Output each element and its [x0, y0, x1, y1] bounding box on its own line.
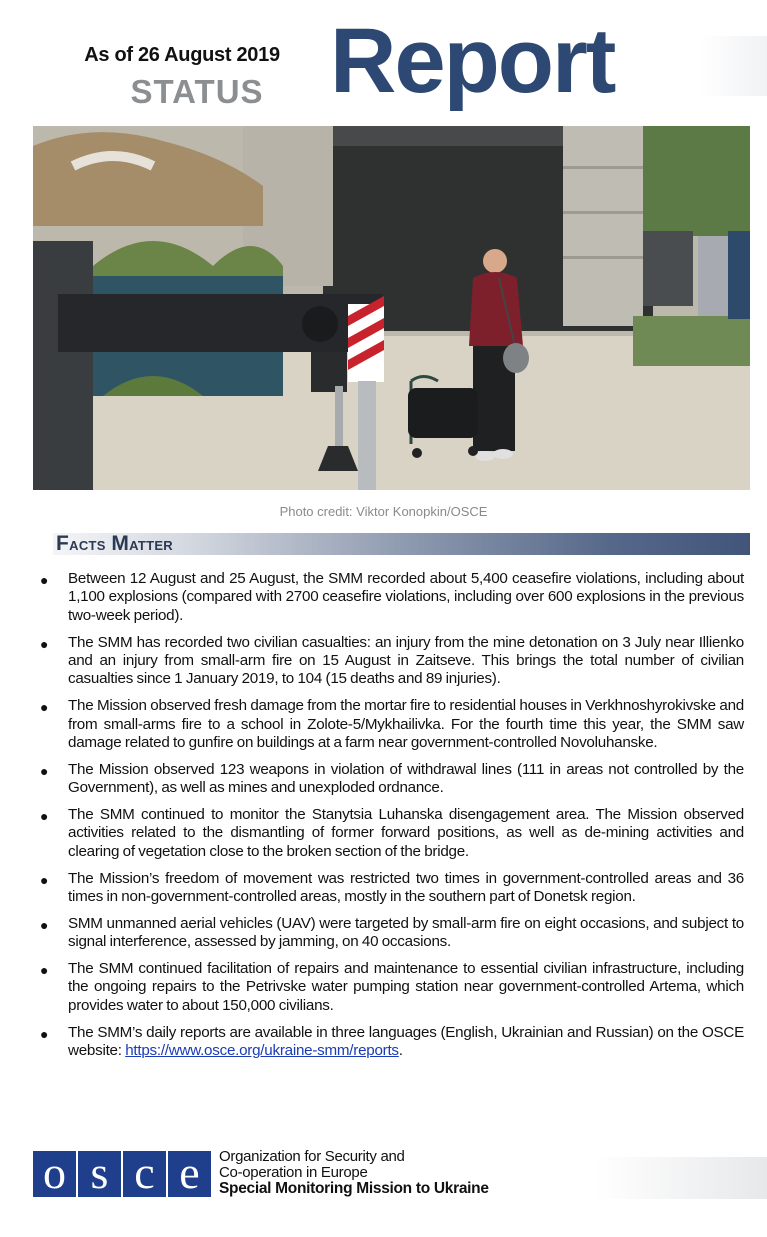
- photo-fence: [698, 236, 733, 316]
- fact-text: Between 12 August and 25 August, the SMM recorded about 5,400 ceasefire violations, including about 1,100 explosions (compared with 2700 ceasefire violations, including over 600 explosions in the previous two-week period).: [68, 570, 744, 624]
- fact-text: The SMM continued to monitor the Stanytsia Luhanska disengagement area. The Mission observed activities related to the dismantling of former forward positions, as well as de-mining activities and clearing of vegetation close to the broken section of the bridge.: [68, 806, 744, 860]
- fact-item: [38, 697, 744, 752]
- osce-logo: [33, 1147, 211, 1198]
- logo-letter: s: [78, 1151, 121, 1197]
- photo: [33, 126, 750, 490]
- bullet-icon: ●: [40, 916, 49, 933]
- fact-text: The Mission’s freedom of movement was restricted two times in government-controlled areas and 36 times in non-government-controlled areas, mostly in the southern part of Donetsk region.: [68, 869, 744, 906]
- reports-link[interactable]: https://www.osce.org/ukraine-smm/reports: [125, 1042, 399, 1060]
- fact-item: [38, 761, 744, 798]
- bullet-icon: ●: [40, 1025, 49, 1042]
- fact-text: The SMM’s daily reports are available in three languages (English, Ukrainian and Russian) on the OSCE website:: [68, 1023, 744, 1060]
- photo-truck: [33, 241, 93, 490]
- section-title-initial: F: [56, 532, 70, 555]
- fact-item: [38, 1024, 744, 1061]
- photo-credit: Photo credit: Viktor Konopkin/OSCE: [279, 504, 488, 519]
- section-title: [56, 533, 173, 556]
- fact-item: [38, 570, 744, 625]
- status-text: STATUS: [130, 73, 264, 110]
- logo-letter: e: [168, 1151, 211, 1197]
- photo-person-shoe: [475, 451, 495, 461]
- fact-text: The SMM has recorded two civilian casualties: an injury from the mine detonation on 3 July near Illienko and an injury from small-arm fire on 15 August in Zaitseve. This brings the total number of civilian casualties since 1 January 2019, to 104 (15 deaths and 89 injuries).: [68, 633, 744, 688]
- photo-shoulder-bag: [503, 343, 529, 373]
- logo-letter: c: [123, 1151, 166, 1197]
- bullet-icon: ●: [40, 572, 49, 588]
- photo-support-leg: [358, 381, 376, 490]
- photo-trees: [643, 126, 750, 236]
- photo-person-sweater: [469, 272, 523, 346]
- fact-item: [38, 870, 744, 907]
- section-header-bar: [53, 533, 750, 555]
- section-title-initial: M: [111, 532, 130, 555]
- org-line-3: Special Monitoring Mission to Ukraine: [219, 1180, 489, 1197]
- fact-text: The Mission observed fresh damage from the mortar fire to residential houses in Verkhnoshyrokivske and from small-arms fire to a school in Zolote-5/Mykhailivka. For the fourth time this year, the SMM saw damage related to gunfire on buildings at a farm near government-controlled Novoluhanske.: [68, 697, 744, 752]
- org-line-1: Organization for Security and: [219, 1148, 405, 1165]
- organization-name: [219, 1149, 489, 1197]
- bullet-icon: ●: [40, 762, 49, 779]
- facts-list: [38, 570, 744, 1069]
- bullet-icon: ●: [40, 808, 49, 825]
- fact-text-end: .: [398, 1042, 403, 1060]
- photo-pillar-joint: [563, 256, 643, 259]
- photo-pillar-joint: [563, 166, 643, 169]
- fact-text: The Mission observed 123 weapons in violation of withdrawal lines (111 in areas not controlled by the Government), as well as mines and unexploded ordnance.: [68, 760, 744, 797]
- fact-text: The SMM continued facilitation of repairs and maintenance to essential civilian infrastructure, including the ongoing repairs to the Petrivske water pumping station near government-controlled Artema, which provides water to about 150,000 civilians.: [68, 960, 744, 1014]
- photo-grass: [633, 316, 750, 366]
- photo-trolley-wheel: [468, 446, 478, 456]
- status-label: [66, 72, 328, 112]
- photo-person-head: [483, 249, 507, 273]
- fact-item: [38, 634, 744, 689]
- photo-pillar-joint: [563, 211, 643, 214]
- bullet-icon: ●: [40, 962, 49, 979]
- photo-beam-joint: [302, 306, 338, 342]
- fact-text: SMM unmanned aerial vehicles (UAV) were targeted by small-arm fire on eight occasions, and subject to signal interference, assessed by jamming, on 40 occasions.: [68, 914, 744, 951]
- bullet-icon: ●: [40, 871, 49, 888]
- photo-illustration: [33, 126, 750, 490]
- footer-fade-decoration: [595, 1157, 767, 1199]
- photo-person-shoe: [493, 449, 513, 459]
- fact-item: [38, 806, 744, 861]
- photo-gabion: [643, 231, 693, 306]
- photo-support-leg: [335, 386, 343, 446]
- photo-blue-barrier: [728, 231, 750, 319]
- report-title: Report: [330, 10, 615, 112]
- fact-item: [38, 915, 744, 952]
- photo-trolley-wheel: [412, 448, 422, 458]
- photo-trolley-bags: [408, 388, 478, 438]
- fact-item: [38, 960, 744, 1015]
- bullet-icon: ●: [40, 635, 49, 652]
- photo-pillar: [563, 126, 643, 326]
- bullet-icon: ●: [40, 699, 49, 716]
- report-date: As of 26 August 2019: [84, 44, 280, 66]
- section-title-rest: acts: [69, 534, 112, 555]
- org-line-2: Co-operation in Europe: [219, 1164, 368, 1181]
- section-title-rest: atter: [129, 534, 173, 555]
- logo-letter: o: [33, 1151, 76, 1197]
- header-fade-decoration: [700, 36, 767, 96]
